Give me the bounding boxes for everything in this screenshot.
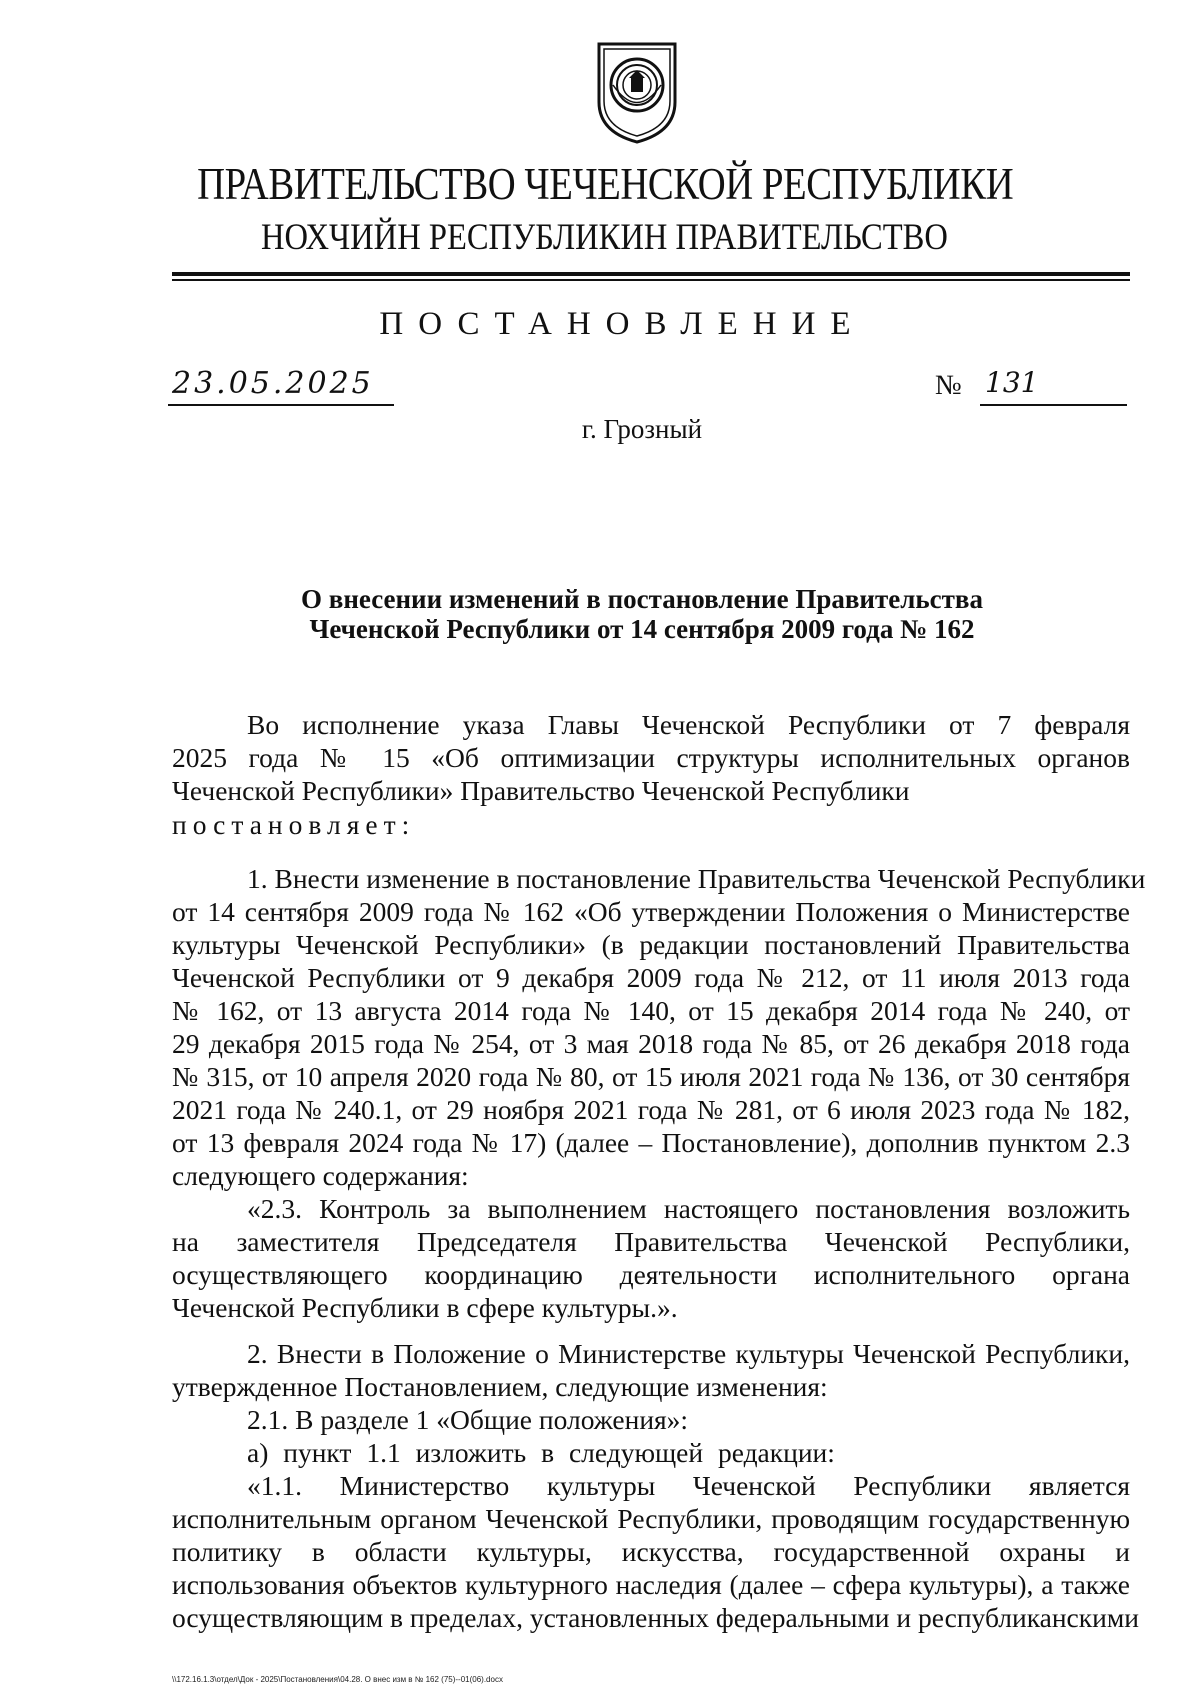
body-line: от 13 февраля 2024 года № 17) (далее – Постановление), дополнив пунктом 2.3 <box>172 1127 1130 1158</box>
body-line: 2025 года № 15 «Об оптимизации структуры исполнительных органов <box>172 742 1130 773</box>
number-label: № <box>935 370 962 401</box>
body-line: культуры Чеченской Республики» (в редакции постановлений Правительства <box>172 929 1130 960</box>
body-line: постановляет: <box>172 809 416 840</box>
government-title-chechen: НОХЧИЙН РЕСПУБЛИКИН ПРАВИТЕЛЬСТВО <box>261 217 948 258</box>
body-line: на заместителя Председателя Правительства Чеченской Республики, <box>172 1226 1130 1257</box>
body-line: 2.1. В разделе 1 «Общие положения»: <box>247 1404 689 1435</box>
body-line: «1.1. Министерство культуры Чеченской Республики является <box>247 1470 1130 1501</box>
body-line: политику в области культуры, искусства, государственной охраны и <box>172 1536 1130 1567</box>
header-divider-thick <box>172 272 1130 276</box>
body-line: № 315, от 10 апреля 2020 года № 80, от 15 июля 2021 года № 136, от 30 сентября <box>172 1061 1130 1092</box>
body-line: 2021 года № 240.1, от 29 ноября 2021 года № 281, от 6 июля 2023 года № 182, <box>172 1094 1130 1125</box>
body-line: Чеченской Республики от 9 декабря 2009 года № 212, от 11 июля 2013 года <box>172 962 1130 993</box>
header-divider-thin <box>172 279 1130 281</box>
government-title: ПРАВИТЕЛЬСТВО ЧЕЧЕНСКОЙ РЕСПУБЛИКИ <box>197 159 1014 209</box>
document-date: 23.05.2025 <box>172 366 374 401</box>
document-kind: ПОСТАНОВЛЕНИЕ <box>379 306 866 342</box>
subject-line: О внесении изменений в постановление Правительства <box>301 584 983 614</box>
document-subject <box>0 584 1200 644</box>
body-line: 29 декабря 2015 года № 254, от 3 мая 2018 года № 85, от 26 декабря 2018 года <box>172 1028 1130 1059</box>
body-line: № 162, от 13 августа 2014 года № 140, от 15 декабря 2014 года № 240, от <box>172 995 1130 1026</box>
body-line: 2. Внести в Положение о Министерстве культуры Чеченской Республики, <box>247 1338 1130 1369</box>
document-number: 131 <box>985 366 1039 399</box>
file-path-footer: \\172.16.1.3\отдел\Док - 2025\Постановления\04.28. О внес изм в № 162 (75)--01(06).docx <box>172 1675 503 1684</box>
body-line: осуществляющим в пределах, установленных федеральными и республиканскими <box>172 1602 1139 1633</box>
body-line: следующего содержания: <box>172 1160 469 1191</box>
date-underline <box>168 404 394 406</box>
body-line: а) пункт 1.1 изложить в следующей редакции: <box>247 1437 835 1468</box>
body-line: осуществляющего координацию деятельности исполнительного органа <box>172 1259 1130 1290</box>
body-line: Во исполнение указа Главы Чеченской Республики от 7 февраля <box>247 709 1130 740</box>
body-line: Чеченской Республики в сфере культуры.». <box>172 1292 678 1323</box>
body-line: 1. Внести изменение в постановление Правительства Чеченской Республики <box>247 863 1146 894</box>
coat-of-arms-icon <box>595 40 679 146</box>
document-city: г. Грозный <box>581 414 703 444</box>
number-underline <box>980 404 1127 406</box>
body-line: «2.3. Контроль за выполнением настоящего постановления возложить <box>247 1193 1130 1224</box>
body-line: от 14 сентября 2009 года № 162 «Об утверждении Положения о Министерстве <box>172 896 1130 927</box>
body-line: Чеченской Республики» Правительство Чеченской Республики <box>172 775 910 806</box>
body-line: утвержденное Постановлением, следующие изменения: <box>172 1371 828 1402</box>
subject-line: Чеченской Республики от 14 сентября 2009 года № 162 <box>309 614 975 644</box>
body-line: исполнительным органом Чеченской Республики, проводящим государственную <box>172 1503 1130 1534</box>
body-line: использования объектов культурного наследия (далее – сфера культуры), а также <box>172 1569 1130 1600</box>
